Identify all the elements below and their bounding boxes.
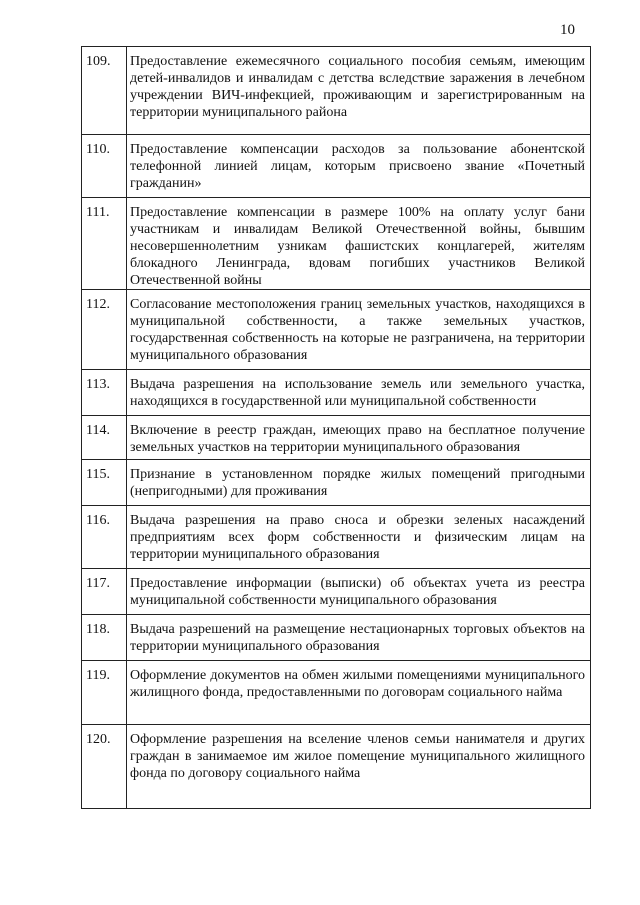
service-description: Выдача разрешения на право сноса и обрезки зеленых насаждений предприятиям всех форм собственности и физическим лицам на территории муниципального образования [127,506,591,569]
row-number: 115. [82,460,127,506]
table-row [82,460,591,506]
row-number: 116. [82,506,127,569]
row-number: 111. [82,198,127,290]
service-description: Включение в реестр граждан, имеющих право на бесплатное получение земельных участков на территории муниципального образования [127,416,591,460]
row-number: 110. [82,135,127,198]
service-description: Выдача разрешений на размещение нестационарных торговых объектов на территории муниципального образования [127,615,591,661]
table-row [82,416,591,460]
table-row [82,506,591,569]
service-description: Согласование местоположения границ земельных участков, находящихся в муниципальной собственности, а также земельных участков, государственная собственность на которые не разграничена, на территории муниципального образования [127,290,591,370]
service-description: Предоставление компенсации расходов за пользование абонентской телефонной линией лицам, которым присвоено звание «Почетный гражданин» [127,135,591,198]
row-number: 119. [82,661,127,725]
table-row [82,615,591,661]
row-number: 112. [82,290,127,370]
table-row [82,661,591,725]
service-description: Признание в установленном порядке жилых помещений пригодными (непригодными) для проживания [127,460,591,506]
row-number: 118. [82,615,127,661]
table-row [82,198,591,290]
table-row [82,370,591,416]
row-number: 113. [82,370,127,416]
service-description: Предоставление информации (выписки) об объектах учета из реестра муниципальной собственности муниципального образования [127,569,591,615]
service-description: Выдача разрешения на использование земель или земельного участка, находящихся в государственной или муниципальной собственности [127,370,591,416]
row-number: 109. [82,47,127,135]
service-description: Предоставление ежемесячного социального пособия семьям, имеющим детей-инвалидов и инвалидам с детства вследствие заражения в лечебном учреждении ВИЧ-инфекцией, проживающим и зарегистрированным на территории муниципального района [127,47,591,135]
row-number: 114. [82,416,127,460]
table-row [82,569,591,615]
services-table [81,46,591,809]
service-description: Предоставление компенсации в размере 100% на оплату услуг бани участникам и инвалидам Великой Отечественной войны, бывшим несовершеннолетним узникам фашистских концлагерей, жителям блокадного Ленинграда, вдовам погибших участников Великой Отечественной войны [127,198,591,290]
table-row [82,725,591,809]
page-number: 10 [560,22,575,38]
row-number: 120. [82,725,127,809]
table-row [82,135,591,198]
table-row [82,47,591,135]
service-description: Оформление разрешения на вселение членов семьи нанимателя и других граждан в занимаемое им жилое помещение муниципального жилищного фонда по договору социального найма [127,725,591,809]
service-description: Оформление документов на обмен жилыми помещениями муниципального жилищного фонда, предоставленными по договорам социального найма [127,661,591,725]
row-number: 117. [82,569,127,615]
table-row [82,290,591,370]
